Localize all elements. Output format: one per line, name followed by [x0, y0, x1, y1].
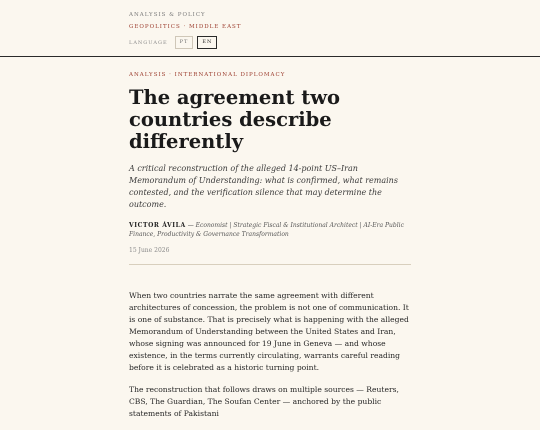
- article-dek: A critical reconstruction of the alleged 14-point US–Iran Memorandum of Understanding: what is confirmed, what remains contested, and the verification silence that may determine the outcome.: [129, 164, 398, 209]
- article-kicker: ANALYSIS · INTERNATIONAL DIPLOMACY: [129, 72, 286, 78]
- site-header: [0, 0, 540, 57]
- language-en-button[interactable]: EN: [197, 36, 217, 49]
- header-wrap: [129, 12, 241, 49]
- divider: [129, 264, 411, 265]
- byline: [129, 221, 411, 239]
- article-header: [129, 72, 411, 265]
- author-roles: — Economist | Strategic Fiscal & Institutional Architect | AI-Era Public Finance, Productivity & Governance Transformation: [129, 222, 404, 238]
- author-name[interactable]: VICTOR ÁVILA: [129, 222, 186, 229]
- article-title: The agreement two countries describe differently: [129, 86, 341, 153]
- article-paragraph: When two countries narrate the same agreement with different architectures of concession, the problem is not one of communication. It is one of substance. That is precisely what is happening with the alleged Memorandum of Understanding between the United States and Iran, whose signing was announced for 19 June in Geneva — and whose existence, in the terms currently circulating, warrants careful reading before it is celebrated as a historic turning point.: [129, 291, 409, 372]
- site-kicker[interactable]: ANALYSIS & POLICY: [129, 12, 206, 18]
- article-body: [129, 290, 411, 430]
- language-pt-button[interactable]: PT: [175, 36, 194, 49]
- article-paragraph: The reconstruction that follows draws on multiple sources — Reuters, CBS, The Guardian, The Soufan Center — anchored by the public statements of Pakistani: [129, 385, 399, 418]
- section-label[interactable]: GEOPOLITICS · MIDDLE EAST: [129, 24, 242, 30]
- language-label: LANGUAGE: [129, 39, 168, 46]
- publish-date: 15 June 2026: [129, 247, 170, 254]
- language-switcher: [129, 36, 241, 49]
